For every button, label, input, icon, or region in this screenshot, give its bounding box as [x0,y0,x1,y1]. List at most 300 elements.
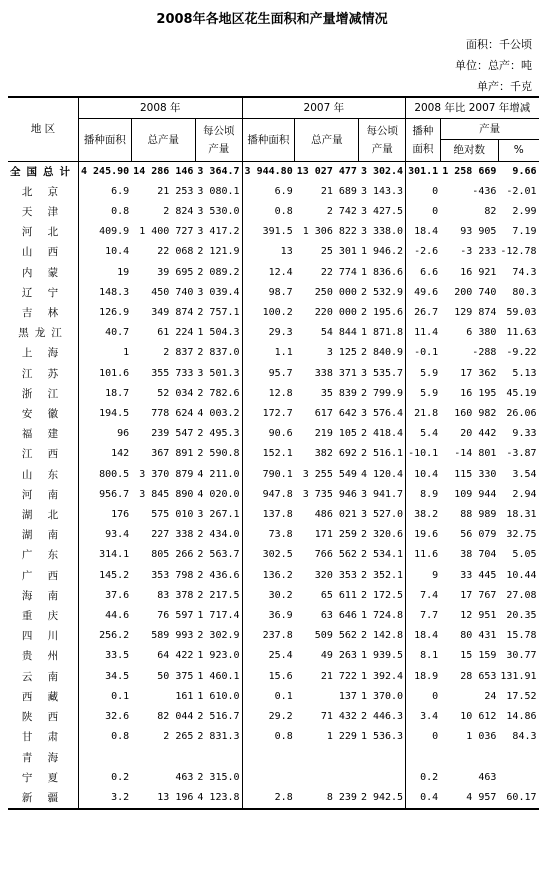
cell-yield-2008: 2 516.7 [197,711,240,723]
cell-area-2007: 947.8 [242,485,295,505]
cell-region: 吉 林 [21,307,65,320]
cell-region: 新 疆 [8,788,79,809]
cell-area-2008: 19 [79,263,132,283]
cell-area-2008: 3.2 [79,788,132,809]
table-row [8,727,539,747]
cell-production-change: 82 [484,206,497,218]
cell-yield-2007: 1 871.8 [360,327,404,339]
header-2008-total: 总产量 [131,119,195,161]
header-change-abs: 绝对数 [440,140,498,161]
cell-area-2007: 0.8 [242,202,295,222]
cell-yield-2008: 4 211.0 [197,468,240,480]
cell-region: 江 苏 [21,367,65,380]
cell-production-change: 20 442 [460,428,497,440]
cell-region: 内 蒙 [21,266,65,279]
cell-production-change: 115 330 [454,468,497,480]
cell-total-2008: 161 [175,690,194,702]
cell-area-2007: 3 944.80 [242,161,295,182]
cell-area-change: 0 [406,202,441,222]
header-2008-yield: 每公顷产量 [195,119,242,161]
cell-total-2008: 575 010 [151,509,194,521]
cell-area-2007: 1.1 [242,343,295,363]
cell-production-change: 88 989 [460,509,497,521]
cell-yield-2007: 4 120.4 [360,468,404,480]
cell-pct-change: 27.08 [506,589,537,601]
cell-total-2007: 2 742 [326,206,357,218]
cell-production-change: 15 159 [460,650,497,662]
cell-pct-change: -9.22 [506,347,537,359]
cell-area-2007: 0.8 [242,727,295,747]
cell-pct-change: 60.17 [498,788,538,809]
cell-region: 山 东 [21,468,65,481]
cell-total-2007: 1 229 [326,731,357,743]
cell-area-change: 0 [406,182,441,202]
table-row [8,525,539,545]
cell-yield-2007: 2 352.1 [360,569,404,581]
cell-pct-change: 2.94 [512,488,537,500]
cell-total-2008: 82 044 [157,711,194,723]
cell-region: 全国总计 [8,161,79,182]
table-row [8,424,539,444]
cell-yield-2008: 2 590.8 [197,448,240,460]
cell-production-change: 12 951 [460,610,497,622]
cell-area-2008: 0.8 [79,202,132,222]
cell-yield-2008: 3 039.4 [197,286,240,298]
cell-area-change: 18.4 [406,626,441,646]
cell-region: 青 海 [21,751,65,764]
cell-pct-change: 131.91 [500,670,537,682]
table-row [8,646,539,666]
cell-pct-change [498,748,538,768]
cell-total-2007: 617 642 [314,408,357,420]
cell-area-2007: 0.1 [242,687,295,707]
cell-area-change: 3.4 [406,707,441,727]
cell-production-change: 16 195 [460,387,497,399]
cell-production-change: 17 767 [460,589,497,601]
cell-pct-change: 45.19 [506,387,537,399]
cell-area-2007: 136.2 [242,566,295,586]
cell-area-change: 8.9 [406,485,441,505]
header-2007: 2007 年 [242,97,406,119]
cell-area-2007: 95.7 [242,364,295,384]
cell-total-2008 [131,748,195,768]
cell-total-2008: 83 378 [157,589,194,601]
table-row [8,283,539,303]
cell-production-change: 80 431 [460,630,497,642]
cell-yield-2007: 1 536.3 [360,731,404,743]
cell-pct-change: 30.77 [506,650,537,662]
cell-area-2008: 34.5 [79,667,132,687]
cell-yield-2008: 1 717.4 [197,610,240,622]
cell-total-2007: 766 562 [314,549,357,561]
cell-area-2007: 90.6 [242,424,295,444]
cell-pct-change: 5.05 [512,549,537,561]
cell-area-2007: 12.4 [242,263,295,283]
peanut-area-production-table [8,96,539,810]
cell-yield-2007 [359,748,406,768]
table-row [8,444,539,464]
header-2007-area: 播种面积 [242,119,295,161]
cell-production-change: 33 445 [460,569,497,581]
cell-area-2008: 96 [79,424,132,444]
cell-area-change: 301.1 [406,161,441,182]
cell-total-2007: 220 000 [314,307,357,319]
table-row [8,768,539,788]
cell-pct-change: 9.66 [498,161,538,182]
cell-region: 江 西 [21,448,65,461]
table-row [8,505,539,525]
table-row [8,687,539,707]
header-change-pct: % [498,140,538,161]
cell-yield-2007: 3 338.0 [360,226,404,238]
cell-area-2007: 98.7 [242,283,295,303]
cell-area-2008: 18.7 [79,384,132,404]
cell-total-2007: 65 611 [320,589,357,601]
cell-total-2008: 805 266 [151,549,194,561]
cell-area-change: 8.1 [406,646,441,666]
cell-area-2007: 30.2 [242,586,295,606]
cell-yield-2007: 2 942.5 [359,788,406,809]
cell-yield-2007: 3 527.0 [360,509,404,521]
cell-area-change: 11.4 [406,323,441,343]
cell-yield-2007: 3 576.4 [360,408,404,420]
cell-total-2007: 250 000 [314,286,357,298]
cell-total-2007: 21 689 [320,185,357,197]
cell-area-2008: 0.2 [79,768,132,788]
cell-area-change: 10.4 [406,465,441,485]
cell-yield-2007: 2 320.6 [360,529,404,541]
cell-total-2008: 778 624 [151,408,194,420]
cell-area-change: 18.9 [406,667,441,687]
cell-total-2008: 353 798 [151,569,194,581]
cell-pct-change: 80.3 [512,286,537,298]
cell-yield-2007: 1 939.5 [360,650,404,662]
cell-pct-change: 14.86 [506,711,537,723]
cell-production-change: 200 740 [454,286,497,298]
cell-total-2007: 509 562 [314,630,357,642]
cell-area-2007: 302.5 [242,545,295,565]
cell-area-change: 0.2 [406,768,441,788]
table-row [8,485,539,505]
cell-yield-2008: 2 563.7 [197,549,240,561]
cell-total-2007: 3 255 549 [302,468,357,480]
table-row [8,343,539,363]
cell-yield-2008: 4 003.2 [197,408,240,420]
cell-production-change: 28 653 [460,670,497,682]
cell-area-change: 5.9 [406,364,441,384]
cell-production-change: -436 [472,185,497,197]
table-row [8,748,539,768]
cell-production-change [440,748,498,768]
cell-pct-change: 11.63 [506,327,537,339]
cell-production-change: 10 612 [460,711,497,723]
cell-region: 广 东 [21,549,65,562]
cell-pct-change: 74.3 [512,266,537,278]
cell-area-2007: 36.9 [242,606,295,626]
table-row [8,242,539,262]
cell-yield-2007: 2 840.9 [360,347,404,359]
cell-area-2007: 12.8 [242,384,295,404]
cell-yield-2008: 4 123.8 [195,788,242,809]
table-row [8,586,539,606]
table-row [8,465,539,485]
cell-total-2007: 1 306 822 [302,226,357,238]
total-row [8,161,539,182]
table-row [8,626,539,646]
cell-area-2008: 126.9 [79,303,132,323]
cell-area-2008: 194.5 [79,404,132,424]
cell-total-2007: 35 839 [320,387,357,399]
cell-total-2007: 13 027 477 [295,161,359,182]
cell-total-2008: 3 370 879 [139,468,194,480]
table-row [8,202,539,222]
header-2007-total: 总产量 [295,119,359,161]
cell-pct-change: 15.78 [506,630,537,642]
table-row [8,384,539,404]
cell-area-2007: 29.2 [242,707,295,727]
cell-yield-2007 [359,768,406,788]
cell-total-2008: 1 400 727 [139,226,194,238]
cell-area-2007: 152.1 [242,444,295,464]
cell-yield-2007: 2 799.9 [360,387,404,399]
cell-total-2008: 355 733 [151,367,194,379]
cell-yield-2007: 3 302.4 [359,161,406,182]
cell-yield-2008: 2 434.0 [197,529,240,541]
cell-total-2007 [295,768,359,788]
cell-production-change: -288 [472,347,497,359]
cell-total-2008: 64 422 [157,650,194,662]
cell-area-2008: 142 [79,444,132,464]
header-change-production: 产量 [440,119,538,140]
cell-total-2007: 3 125 [326,347,357,359]
cell-pct-change: 32.75 [506,529,537,541]
cell-area-change: 38.2 [406,505,441,525]
cell-area-2007: 25.4 [242,646,295,666]
cell-pct-change: -2.01 [506,185,537,197]
cell-pct-change: 9.33 [512,428,537,440]
cell-yield-2008: 1 460.1 [197,670,240,682]
cell-area-change: 0 [406,687,441,707]
cell-area-2008 [79,748,132,768]
cell-yield-2008: 3 501.3 [197,367,240,379]
table-row [8,182,539,202]
cell-area-2008: 148.3 [79,283,132,303]
cell-region: 河 北 [21,226,65,239]
cell-total-2008: 52 034 [157,387,194,399]
cell-area-change [406,748,441,768]
cell-yield-2007: 2 418.4 [360,428,404,440]
cell-yield-2008: 2 782.6 [197,387,240,399]
table-body [8,161,539,809]
cell-area-change: -2.6 [406,242,441,262]
cell-area-2007: 790.1 [242,465,295,485]
table-row [8,788,539,809]
cell-area-2007: 100.2 [242,303,295,323]
cell-production-change: 160 982 [454,408,497,420]
cell-area-2007: 29.3 [242,323,295,343]
table-row [8,606,539,626]
cell-yield-2007: 3 535.7 [360,367,404,379]
cell-region: 北 京 [21,185,65,198]
cell-yield-2007: 2 532.9 [360,286,404,298]
cell-area-2008: 44.6 [79,606,132,626]
cell-area-change: 0.4 [406,788,441,809]
cell-area-change: 7.7 [406,606,441,626]
cell-total-2007 [295,748,359,768]
cell-yield-2007: 1 370.0 [360,690,404,702]
cell-region: 贵 州 [21,650,65,663]
table-row [8,707,539,727]
cell-total-2008: 3 845 890 [139,488,194,500]
cell-total-2008: 21 253 [157,185,194,197]
table-row [8,667,539,687]
cell-yield-2008: 1 923.0 [197,650,240,662]
table-row [8,323,539,343]
cell-total-2008: 450 740 [151,286,194,298]
cell-area-2008: 256.2 [79,626,132,646]
cell-yield-2008: 3 080.1 [197,185,240,197]
cell-production-change: 463 [478,771,497,783]
cell-production-change: 17 362 [460,367,497,379]
cell-area-2007 [242,748,295,768]
cell-area-2008: 4 245.90 [79,161,132,182]
cell-yield-2007: 1 836.6 [360,266,404,278]
cell-yield-2007: 2 446.3 [360,711,404,723]
cell-total-2007: 25 301 [320,246,357,258]
cell-region: 西 藏 [21,690,65,703]
cell-total-2008: 50 375 [157,670,194,682]
cell-pct-change: 17.52 [506,690,537,702]
cell-area-change: -10.1 [406,444,441,464]
unit-total: 单位：总产：吨 [455,59,532,72]
cell-total-2007: 486 021 [314,509,357,521]
cell-total-2008: 76 597 [157,610,194,622]
cell-production-change: 129 874 [454,307,497,319]
cell-total-2007: 137 [338,690,357,702]
header-region: 地 区 [8,97,79,161]
table-row [8,566,539,586]
cell-area-2007: 13 [242,242,295,262]
cell-total-2007: 382 692 [314,448,357,460]
cell-area-change: 49.6 [406,283,441,303]
cell-area-2008: 101.6 [79,364,132,384]
table-row [8,303,539,323]
cell-yield-2008 [195,748,242,768]
cell-area-2007: 2.8 [242,788,295,809]
cell-region: 陕 西 [21,711,65,724]
cell-area-2007: 6.9 [242,182,295,202]
unit-yield: 单产：千克 [477,80,532,93]
cell-area-change: 19.6 [406,525,441,545]
cell-region: 天 津 [21,206,65,219]
cell-area-change: 9 [406,566,441,586]
cell-area-change: 21.8 [406,404,441,424]
header-2008: 2008 年 [79,97,243,119]
cell-area-2007: 15.6 [242,667,295,687]
cell-yield-2008: 2 831.3 [197,731,240,743]
table-row [8,404,539,424]
cell-region: 重 庆 [21,610,65,623]
header-2007-yield: 每公顷产量 [359,119,406,161]
cell-total-2007: 71 432 [320,711,357,723]
cell-yield-2008: 3 417.2 [197,226,240,238]
cell-area-2007: 73.8 [242,525,295,545]
cell-region: 上 海 [21,347,65,360]
cell-area-2007 [242,768,295,788]
cell-area-2008: 409.9 [79,222,132,242]
cell-pct-change: -3.87 [506,448,537,460]
cell-yield-2008: 2 217.5 [197,589,240,601]
cell-yield-2008: 4 020.0 [197,488,240,500]
cell-total-2008: 61 224 [157,327,194,339]
cell-production-change: -3 233 [460,246,497,258]
cell-region: 福 建 [21,428,65,441]
cell-yield-2008: 3 267.1 [197,509,240,521]
cell-region: 四 川 [21,630,65,643]
cell-total-2008: 13 196 [131,788,195,809]
cell-total-2007: 219 105 [314,428,357,440]
cell-pct-change: 84.3 [512,731,537,743]
cell-total-2008: 463 [175,771,194,783]
cell-area-2008: 40.7 [79,323,132,343]
cell-area-2007: 172.7 [242,404,295,424]
unit-area: 面积：千公顷 [466,38,532,51]
cell-yield-2008: 2 302.9 [197,630,240,642]
cell-area-change: 6.6 [406,263,441,283]
cell-pct-change: 5.13 [512,367,537,379]
cell-region: 湖 南 [21,529,65,542]
table-row [8,364,539,384]
cell-area-2008: 176 [79,505,132,525]
cell-pct-change: 7.19 [512,226,537,238]
cell-area-change: 18.4 [406,222,441,242]
cell-region: 云 南 [21,670,65,683]
cell-pct-change [498,768,538,788]
cell-region: 山 西 [21,246,65,259]
cell-total-2008: 239 547 [151,428,194,440]
cell-yield-2007: 2 195.6 [360,307,404,319]
cell-yield-2008: 2 089.2 [197,266,240,278]
cell-area-change: 0 [406,727,441,747]
cell-pct-change: 2.99 [512,206,537,218]
table-row [8,222,539,242]
cell-region: 宁 夏 [21,771,65,784]
cell-production-change: 1 036 [466,731,497,743]
cell-area-2008: 0.8 [79,727,132,747]
cell-total-2007: 63 646 [320,610,357,622]
cell-region: 湖 北 [21,509,65,522]
page-title: 2008年各地区花生面积和产量增减情况 [156,12,388,27]
cell-production-change: 109 944 [454,488,497,500]
cell-area-2008: 93.4 [79,525,132,545]
table-row [8,263,539,283]
cell-yield-2008: 2 837.0 [197,347,240,359]
header-2008-area: 播种面积 [79,119,132,161]
cell-region: 广 西 [21,569,65,582]
cell-area-change: 7.4 [406,586,441,606]
cell-pct-change: 20.35 [506,610,537,622]
cell-total-2008: 2 837 [163,347,194,359]
cell-production-change: 1 258 669 [440,161,498,182]
cell-yield-2008: 2 495.3 [197,428,240,440]
cell-yield-2007: 2 516.1 [360,448,404,460]
cell-area-2007: 237.8 [242,626,295,646]
cell-area-2008: 10.4 [79,242,132,262]
cell-area-2008: 6.9 [79,182,132,202]
cell-yield-2007: 3 941.7 [360,488,404,500]
cell-region: 浙 江 [21,387,65,400]
cell-yield-2007: 2 534.1 [360,549,404,561]
